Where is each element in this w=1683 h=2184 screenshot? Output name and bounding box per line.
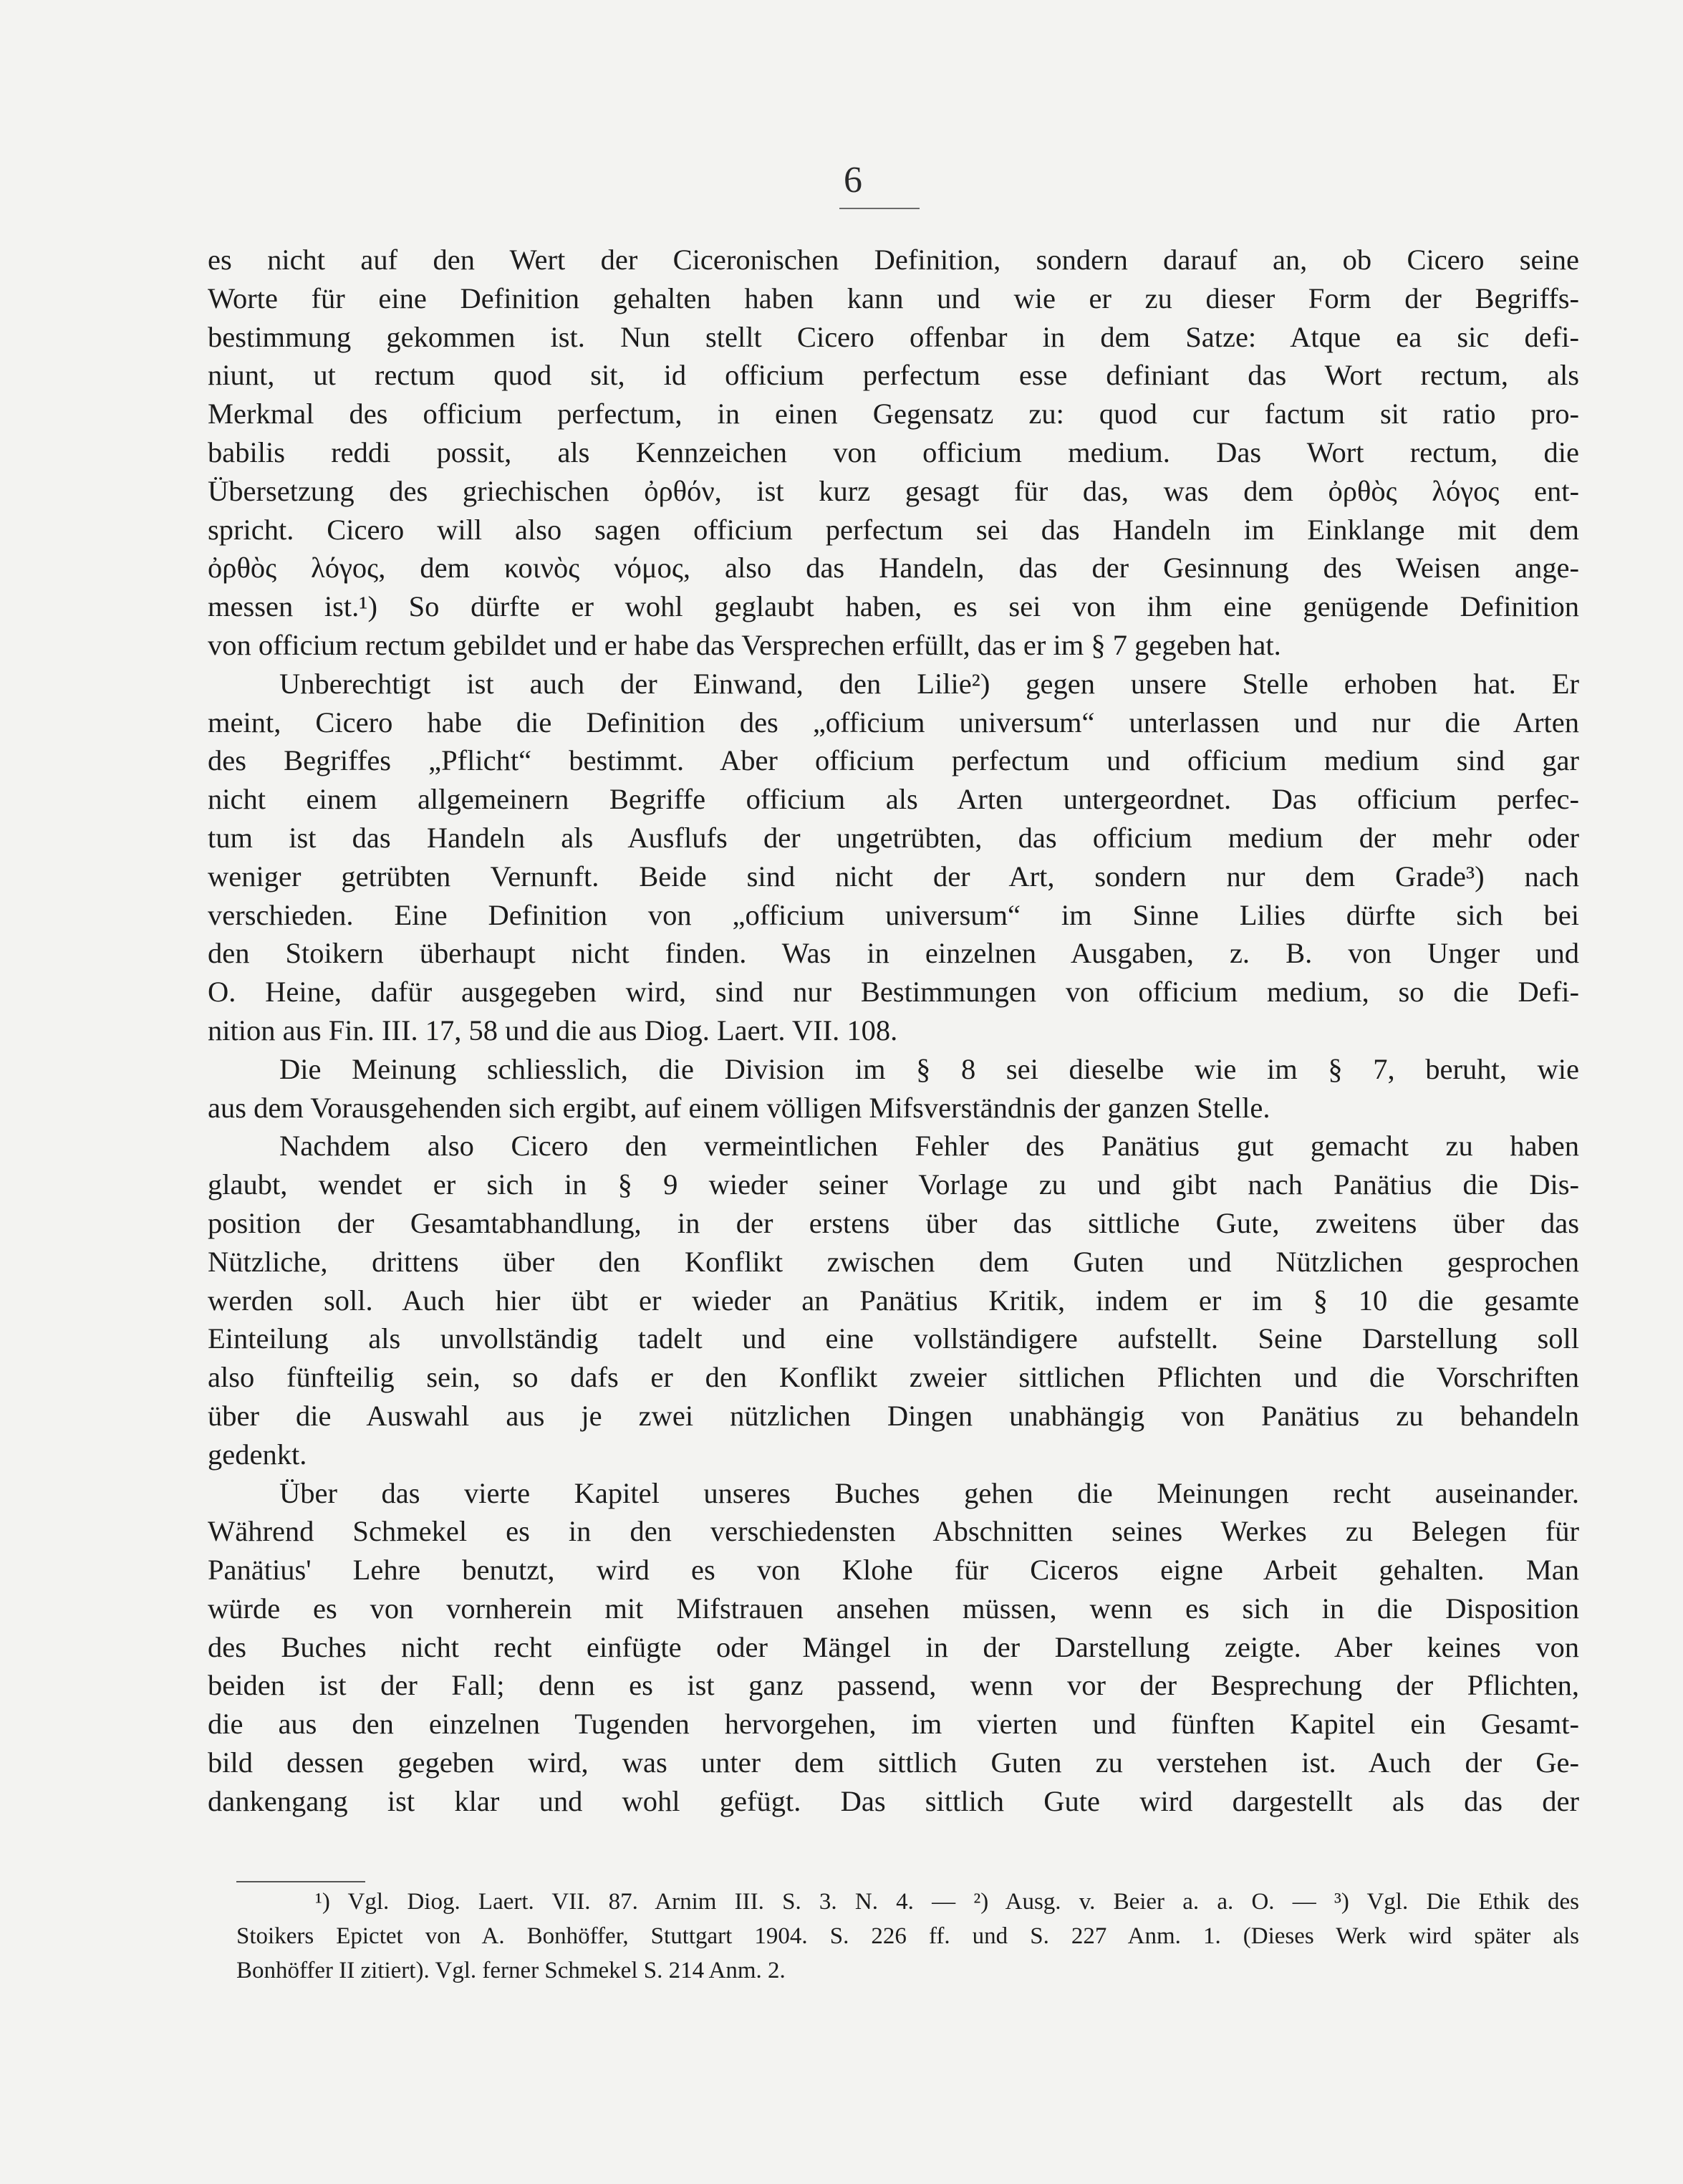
- text-line: über die Auswahl aus je zwei nützlichen Dingen unabhängig von Panätius zu behandeln: [208, 1399, 1579, 1432]
- footnote-line: ¹) Vgl. Diog. Laert. VII. 87. Arnim III. S. 3. N. 4. — ²) Ausg. v. Beier a. a. O. — ³) Vgl. Die Ethik des: [315, 1889, 1579, 1915]
- text-line: des Begriffes „Pflicht“ bestimmt. Aber officium perfectum und officium medium sind gar: [208, 744, 1579, 777]
- text-line: bestimmung gekommen ist. Nun stellt Cicero offenbar in dem Satze: Atque ea sic defi-: [208, 320, 1579, 353]
- text-line: Merkmal des officium perfectum, in einen Gegensatz zu: quod cur factum sit ratio pro-: [208, 398, 1579, 430]
- text-line: werden soll. Auch hier übt er wieder an Panätius Kritik, indem er im § 10 die gesamte: [208, 1284, 1579, 1317]
- text-line: die aus den einzelnen Tugenden hervorgehen, im vierten und fünften Kapitel ein Gesamt-: [208, 1708, 1579, 1741]
- text-line: von officium rectum gebildet und er habe das Versprechen erfüllt, das er im § 7 gegeben hat.: [208, 628, 1281, 661]
- text-line: beiden ist der Fall; denn es ist ganz passend, wenn vor der Besprechung der Pflichten,: [208, 1669, 1579, 1702]
- text-line: Über das vierte Kapitel unseres Buches gehen die Meinungen recht auseinander.: [279, 1476, 1579, 1509]
- footnote-rule: [236, 1881, 365, 1882]
- text-line: meint, Cicero habe die Definition des „officium universum“ unterlassen und nur die Arten: [208, 706, 1579, 739]
- text-line: Unberechtigt ist auch der Einwand, den Lilie²) gegen unsere Stelle erhoben hat. Er: [279, 667, 1579, 700]
- text-line: position der Gesamtabhandlung, in der erstens über das sittliche Gute, zweitens über das: [208, 1206, 1579, 1239]
- text-line: Während Schmekel es in den verschiedensten Abschnitten seines Werkes zu Belegen für: [208, 1515, 1579, 1548]
- text-line: bild dessen gegeben wird, was unter dem sittlich Guten zu verstehen ist. Auch der Ge-: [208, 1746, 1579, 1779]
- text-line: es nicht auf den Wert der Ciceronischen Definition, sondern darauf an, ob Cicero seine: [208, 244, 1579, 276]
- text-line: Nachdem also Cicero den vermeintlichen Fehler des Panätius gut gemacht zu haben: [279, 1130, 1579, 1163]
- text-line: ὀρθὸς λόγος, dem κοινὸς νόμος, also das Handeln, das der Gesinnung des Weisen ange-: [208, 552, 1579, 585]
- text-line: Worte für eine Definition gehalten haben kann und wie er zu dieser Form der Begriffs-: [208, 282, 1579, 314]
- text-line: glaubt, wendet er sich in § 9 wieder seiner Vorlage zu und gibt nach Panätius die Dis-: [208, 1168, 1579, 1201]
- text-line: würde es von vornherein mit Mifstrauen ansehen müssen, wenn es sich in die Disposition: [208, 1592, 1579, 1625]
- text-line: aus dem Vorausgehenden sich ergibt, auf einem völligen Mifsverständnis der ganzen Stelle.: [208, 1091, 1270, 1124]
- footnote-line: Stoikers Epictet von A. Bonhöffer, Stuttgart 1904. S. 226 ff. und S. 227 Anm. 1. (Dieses Werk wird später als: [236, 1923, 1579, 1949]
- text-line: dankengang ist klar und wohl gefügt. Das sittlich Gute wird dargestellt als das der: [208, 1784, 1579, 1817]
- text-line: weniger getrübten Vernunft. Beide sind nicht der Art, sondern nur dem Grade³) nach: [208, 860, 1579, 893]
- text-line: niunt, ut rectum quod sit, id officium perfectum esse definiant das Wort rectum, als: [208, 359, 1579, 392]
- text-line: den Stoikern überhaupt nicht finden. Was in einzelnen Ausgaben, z. B. von Unger und: [208, 937, 1579, 970]
- text-line: Die Meinung schliesslich, die Division im § 8 sei dieselbe wie im § 7, beruht, wie: [279, 1052, 1579, 1085]
- text-line: O. Heine, dafür ausgegeben wird, sind nur Bestimmungen von officium medium, so die Defi-: [208, 976, 1579, 1009]
- text-line: babilis reddi possit, als Kennzeichen von officium medium. Das Wort rectum, die: [208, 436, 1579, 468]
- footnote-line: Bonhöffer II zitiert). Vgl. ferner Schmekel S. 214 Anm. 2.: [236, 1958, 786, 1983]
- text-line: nition aus Fin. III. 17, 58 und die aus Diog. Laert. VII. 108.: [208, 1014, 898, 1047]
- text-line: Nützliche, drittens über den Konflikt zwischen dem Guten und Nützlichen gesprochen: [208, 1245, 1579, 1278]
- text-line: verschieden. Eine Definition von „officium universum“ im Sinne Lilies dürfte sich bei: [208, 898, 1579, 931]
- text-line: Panätius' Lehre benutzt, wird es von Klohe für Ciceros eigne Arbeit gehalten. Man: [208, 1554, 1579, 1587]
- text-line: also fünfteilig sein, so dafs er den Konflikt zweier sittlichen Pflichten und die Vorschriften: [208, 1361, 1579, 1394]
- text-line: tum ist das Handeln als Ausflufs der ungetrübten, das officium medium der mehr oder: [208, 821, 1579, 854]
- page-number: 6: [844, 160, 862, 201]
- body-text: [208, 241, 1579, 1821]
- text-line: Einteilung als unvollständig tadelt und eine vollständigere aufstellt. Seine Darstellung soll: [208, 1322, 1579, 1355]
- text-line: gedenkt.: [208, 1438, 307, 1471]
- text-line: des Buches nicht recht einfügte oder Mängel in der Darstellung zeigte. Aber keines von: [208, 1630, 1579, 1663]
- text-line: messen ist.¹) So dürfte er wohl geglaubt haben, es sei von ihm eine genügende Definition: [208, 590, 1579, 623]
- text-line: nicht einem allgemeinern Begriffe officium als Arten untergeordnet. Das officium perfec-: [208, 783, 1579, 816]
- page-number-rule: [839, 208, 920, 209]
- text-line: spricht. Cicero will also sagen officium perfectum sei das Handeln im Einklange mit dem: [208, 513, 1579, 546]
- text-line: Übersetzung des griechischen ὀρθόν, ist kurz gesagt für das, was dem ὀρθὸς λόγος ent-: [208, 474, 1579, 507]
- footnotes: [236, 1885, 1579, 1988]
